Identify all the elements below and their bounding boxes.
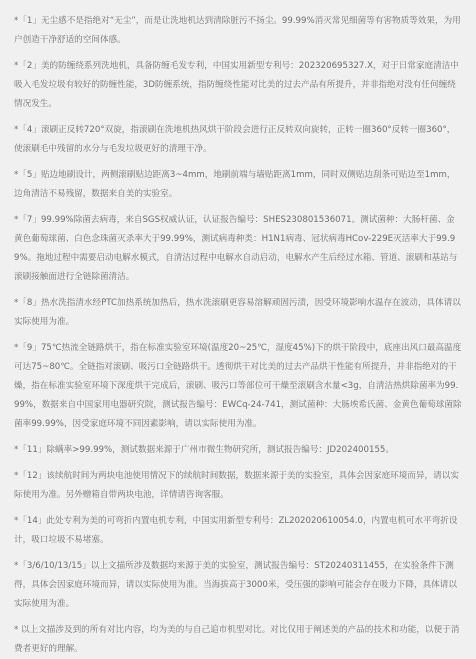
note-7: *「7」99.99%除菌去病毒，来自SGS权威认证，认证报告编号：SHES230801536071。测试菌种：大肠杆菌、金黄色葡萄球菌、白色念珠菌灭杀率大于99.99%，测试病毒种类：H1N1病毒、冠状病毒HCov-229E灭活率大于99.99%。拖地过程中需要启动电解水模式，自清洁过程中电解水自动启动，电解水产生后经过水箱、管道、滚刷和基站与滚刷接触面进行全链除菌清洁。	[14, 215, 458, 282]
note-5: *「5」贴边地刷设计，两侧滚刷贴边距离3~4mm，地刷前端与墙贴距离1mm，同时双侧贴边刮条可贴边至1mm，边角清洁不易残留，数据来自美的实验室。	[14, 170, 456, 199]
note-comparison: * 以上文描涉及到的所有对比内容，均为美的与自己追市机型对比。对比仅用于阐述美的产品的技术和功能，以便于消费者更好的理解。	[14, 625, 460, 654]
note-14: *「14」此处专利为美的可弯折内置电机专利，中国实用新型专利号：ZL202020610054.0，内置电机可水平弯折设计，吸口垃圾不易堵塞。	[14, 516, 458, 545]
note-8: *「8」热水洗指清水经PTC加热系统加热后，热水洗滚刷更容易溶解顽固污渍，因受环境影响水温存在波动，具体请以实际使用为准。	[14, 298, 461, 327]
note-12: *「12」该续航时间为两块电池使用情况下的续航时间数据，数据来源于美的实验室，具体会因家庭环境而异，请以实际使用为准。另外赠箱自带两块电池，详情请咨询客服。	[14, 471, 459, 500]
note-9: *「9」75℃热流全链路烘干，指在标准实验室环境(温度20~25℃，湿度45%)下的烘干阶段中，底座出风口最高温度可达75~80℃。全链指对滚刷、吸污口全链路烘干。透彻烘干对比美的过去产品烘干性能有所提升，并非指绝对的干燥，指在标准实验室环境下深度烘干完成后，滚刷、吸污口等部位可干燥至滚刷含水量<3g，自清洁热烘除菌率为99.99%，数据来自中国家用电器研究院，测试报告编号：EWCq-24-741，测试菌种：大肠埃希氏菌、金黄色葡萄球菌除菌率99.99%，因受家庭环境不同因素影响，请以实际使用为准。	[14, 343, 462, 429]
note-2: *「2」美的防缠绕系列洗地机，具备防缠毛发专利，中国实用新型专利号：202320695327.X，对于日常家庭清洁中吸入毛发垃圾有较好的防缠性能，3D防缠系统，指防缠绕性能对比美的过去产品有所提升，并非指绝对没有任何缠绕情况发生。	[14, 61, 459, 109]
note-1: *「1」无尘感不是指绝对“无尘”，而是让洗地机达到清除脏污不扬尘。99.99%消灭常见细菌等有害物质等效果，为用户创造干净舒适的空间体感。	[14, 16, 461, 45]
note-lab-data: *「3/6/10/13/15」以上文描所涉及数据均来源于美的实验室，测试报告编号：ST20240311455，在实验条件下测得，具体会因家庭环境而异，请以实际使用为准。当海拔高于3000米，受压强的影响可能会存在吸力下降，具体请以实际使用为准。	[14, 561, 457, 609]
note-4: *「4」滚刷正反转720°双旋，指滚刷在洗地机热风烘干阶段会进行正反转双向旋转，正转一圈360°反转一圈360°，使滚刷毛中残留的水分与毛发垃圾更好的清理干净。	[14, 125, 456, 154]
note-11: *「11」除螨率>99.99%，测试数据来源于广州市微生物研究所，测试报告编号：JD202400155。	[14, 445, 394, 455]
